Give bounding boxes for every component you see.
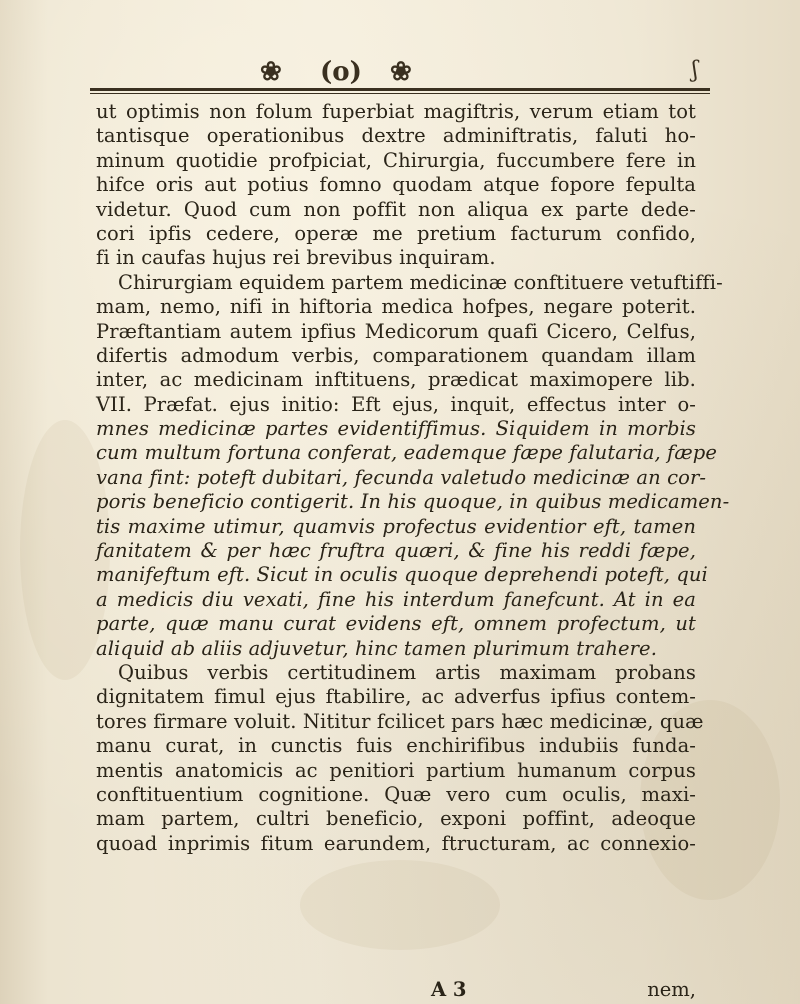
- paragraph-start-line: Chirurgiam equidem partem medicinæ conftituere vetuftiffi-: [118, 270, 723, 294]
- text-line: VII. Præfat. ejus initio: Eft ejus, inquit, effectus inter o-: [96, 392, 696, 416]
- text-line: quoad inprimis fitum earundem, ftructuram, ac connexio-: [96, 831, 696, 855]
- text-line: tantisque operationibus dextre adminiftratis, faluti ho-: [96, 124, 696, 148]
- fleuron-center-icon: (o): [320, 57, 362, 87]
- text-line: difertis admodum verbis, comparationem quandam illam: [96, 343, 696, 367]
- signature-mark: A 3: [431, 978, 467, 1001]
- quotation-line: vana fint: poteft dubitari, fecunda valetudo medicinæ an cor-: [96, 465, 707, 489]
- catchword: nem,: [647, 978, 696, 1001]
- header-rule: [90, 88, 710, 91]
- text-line: mam, nemo, nifi in hiftoria medica hofpes, negare poterit.: [96, 295, 696, 319]
- page-footer: [96, 978, 696, 1002]
- text-line: cori ipfis cedere, operæ me pretium facturum confido,: [96, 221, 696, 245]
- text-line: minum quotidie profpiciat, Chirurgia, fuccumbere fere in: [96, 148, 696, 172]
- quotation-line: cum multum fortuna conferat, eademque fæpe falutaria, fæpe: [96, 441, 718, 465]
- text-line: dignitatem fimul ejus ftabilire, ac adverfus ipfius contem-: [96, 685, 696, 709]
- quotation-line: fanitatem & per hæc fruftra quæri, & fine his reddi fæpe,: [96, 539, 696, 563]
- text-line: ut optimis non folum fuperbiat magiftris, verum etiam tot: [96, 100, 696, 123]
- text-line: conftituentium cognitione. Quæ vero cum oculis, maxi-: [96, 782, 696, 806]
- text-line: inter, ac medicinam inftituens, prædicat maximopere lib.: [96, 368, 696, 392]
- quotation-line: aliquid ab aliis adjuvetur, hinc tamen plurimum trahere.: [96, 636, 657, 660]
- text-line: manu curat, in cunctis fuis enchirifibus indubiis funda-: [96, 734, 696, 758]
- text-line: tores firmare voluit. Nititur fcilicet pars hæc medicinæ, quæ: [96, 709, 704, 733]
- fleuron-right-icon: ❀: [390, 57, 412, 87]
- quotation-line: parte, quæ manu curat evidens eft, omnem profectum, ut: [96, 612, 696, 636]
- text-line: videtur. Quod cum non poffit non aliqua ex parte dede-: [96, 197, 696, 221]
- page-header: [90, 52, 710, 92]
- text-line: hifce oris aut potius fomno quodam atque fopore fepulta: [96, 173, 696, 197]
- quotation-line: a medicis diu vexati, fine his interdum fanefcunt. At in ea: [96, 587, 696, 611]
- fleuron-left-icon: ❀: [260, 57, 282, 87]
- paper-stain: [300, 860, 500, 950]
- quotation-line: manifeftum eft. Sicut in oculis quoque deprehendi poteft, qui: [96, 563, 708, 587]
- paragraph-start-line: Quibus verbis certitudinem artis maximam probans: [118, 660, 696, 684]
- text-line: mam partem, cultri beneficio, exponi poffint, adeoque: [96, 807, 696, 831]
- text-line: mentis anatomicis ac penitiori partium humanum corpus: [96, 758, 696, 782]
- text-line: fi in caufas hujus rei brevibus inquiram.: [96, 246, 496, 270]
- quotation-line: poris beneficio contigerit. In his quoque, in quibus medicamen-: [96, 490, 730, 514]
- quotation-line: mnes medicinæ partes evidentiffimus. Siquidem in morbis: [96, 417, 696, 441]
- header-rule-thin: [90, 93, 710, 94]
- header-mark: ʃ: [692, 58, 698, 83]
- quotation-line: tis maxime utimur, quamvis profectus evidentior eft, tamen: [96, 514, 696, 538]
- text-line: Præftantiam autem ipfius Medicorum quafi Cicero, Celfus,: [96, 319, 696, 343]
- body-text: [96, 100, 730, 856]
